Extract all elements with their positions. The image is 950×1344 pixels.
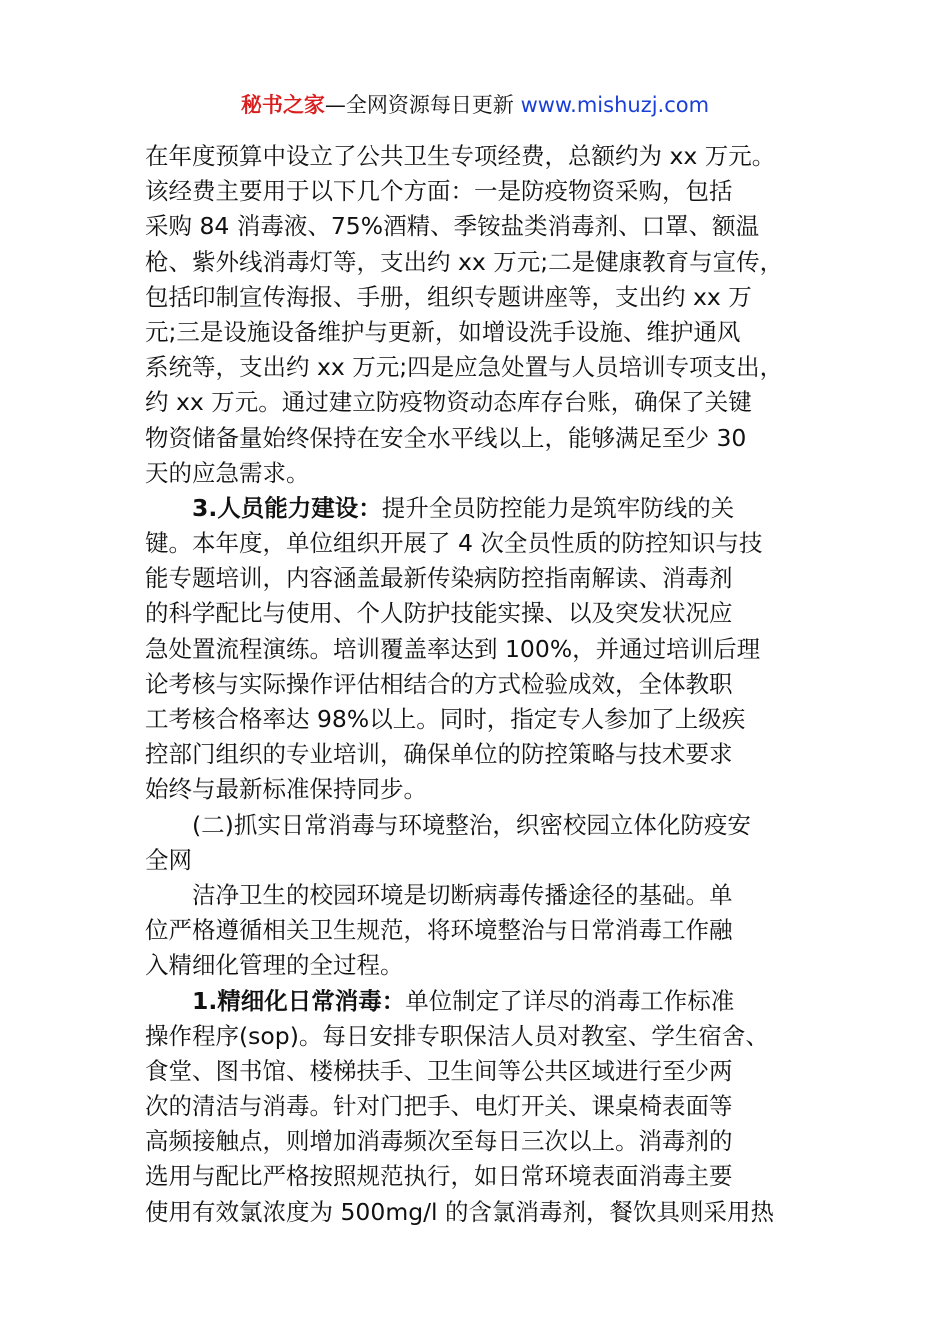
line-text: 工考核合格率达 98%以上。同时，指定专人参加了上级疾: [145, 705, 746, 733]
line-text: 包括印制宣传海报、手册，组织专题讲座等，支出约 xx 万: [145, 282, 752, 311]
text-line: [145, 245, 815, 280]
text-line: [145, 1124, 815, 1159]
text-line: [145, 667, 815, 702]
text-line: [145, 1195, 815, 1230]
text-line: [145, 843, 815, 878]
line-text: (二)抓实日常消毒与环境整治，织密校园立体化防疫安: [192, 810, 751, 839]
line-text: 采购 84 消毒液、75%酒精、季铵盐类消毒剂、口罩、额温: [145, 212, 760, 241]
text-line: [145, 350, 815, 385]
text-line: [145, 526, 815, 561]
line-text: 控部门组织的专业培训，确保单位的防控策略与技术要求: [145, 740, 733, 769]
text-line: [145, 632, 815, 667]
text-line: [145, 280, 815, 315]
text-line: [145, 209, 815, 244]
text-line: [145, 385, 815, 420]
text-line: [145, 561, 815, 596]
line-text: 入精细化管理的全过程。: [145, 951, 404, 980]
text-line: [145, 174, 815, 209]
header-brand: 秘书之家: [240, 93, 325, 117]
text-line: [145, 491, 815, 526]
line-text: 物资储备量始终保持在安全水平线以上，能够满足至少 30: [145, 423, 747, 452]
text-line: [145, 913, 815, 948]
line-text: 系统等，支出约 xx 万元;四是应急处置与人员培训专项支出，: [145, 353, 784, 382]
text-line: [145, 737, 815, 772]
line-text: 急处置流程演练。培训覆盖率达到 100%，并通过培训后理: [145, 634, 761, 663]
line-text: 使用有效氯浓度为 500mg/l 的含氯消毒剂，餐饮具则采用热: [145, 1197, 775, 1226]
text-line: [145, 1019, 815, 1054]
line-text: 的科学配比与使用、个人防护技能实操、以及突发状况应: [145, 599, 733, 628]
line-text: 位严格遵循相关卫生规范，将环境整治与日常消毒工作融: [145, 916, 733, 945]
text-line: [145, 421, 815, 456]
text-line: [145, 1159, 815, 1194]
text-line: [145, 772, 815, 807]
line-text: 约 xx 万元。通过建立防疫物资动态库存台账，确保了关键: [145, 388, 752, 417]
line-text: 键。本年度，单位组织开展了 4 次全员性质的防控知识与技: [145, 529, 763, 558]
line-text: 选用与配比严格按照规范执行，如日常环境表面消毒主要: [145, 1162, 733, 1191]
line-text: 元;三是设施设备维护与更新，如增设洗手设施、维护通风: [145, 317, 741, 346]
text-line: [145, 984, 815, 1019]
text-line: [145, 596, 815, 631]
text-line: [145, 878, 815, 913]
line-text: 洁净卫生的校园环境是切断病毒传播途径的基础。单: [192, 880, 733, 909]
header-url-link[interactable]: www.mishuzj.com: [520, 93, 710, 117]
text-line: [145, 1054, 815, 1089]
line-text: 天的应急需求。: [145, 458, 310, 487]
line-text: 操作程序(sop)。每日安排专职保洁人员对教室、学生宿舍、: [145, 1021, 769, 1050]
document-body: [145, 139, 815, 1230]
page-header: [0, 90, 950, 120]
line-text: 高频接触点，则增加消毒频次至每日三次以上。消毒剂的: [145, 1127, 733, 1156]
header-tagline: —全网资源每日更新: [324, 93, 514, 117]
line-text: 食堂、图书馆、楼梯扶手、卫生间等公共区域进行至少两: [145, 1056, 733, 1085]
section-lead: 3.人员能力建设：: [192, 493, 382, 522]
text-line: [145, 702, 815, 737]
text-line: [145, 948, 815, 983]
text-line: [145, 1089, 815, 1124]
line-text: 始终与最新标准保持同步。: [145, 775, 427, 804]
line-text: 枪、紫外线消毒灯等，支出约 xx 万元;二是健康教育与宣传，: [145, 247, 784, 276]
text-line: [145, 808, 815, 843]
line-text: 提升全员防控能力是筑牢防线的关: [381, 493, 735, 522]
line-text: 在年度预算中设立了公共卫生专项经费，总额约为 xx 万元。: [145, 142, 776, 170]
text-line: [145, 139, 815, 174]
line-text: 次的清洁与消毒。针对门把手、电灯开关、课桌椅表面等: [145, 1092, 733, 1121]
text-line: [145, 315, 815, 350]
line-text: 论考核与实际操作评估相结合的方式检验成效，全体教职: [145, 669, 733, 698]
text-line: [145, 456, 815, 491]
line-text: 该经费主要用于以下几个方面：一是防疫物资采购，包括: [145, 177, 733, 206]
line-text: 单位制定了详尽的消毒工作标准: [405, 986, 735, 1015]
line-text: 能专题培训，内容涵盖最新传染病防控指南解读、消毒剂: [145, 564, 733, 593]
section-lead: 1.精细化日常消毒：: [192, 986, 406, 1015]
line-text: 全网: [145, 845, 192, 874]
